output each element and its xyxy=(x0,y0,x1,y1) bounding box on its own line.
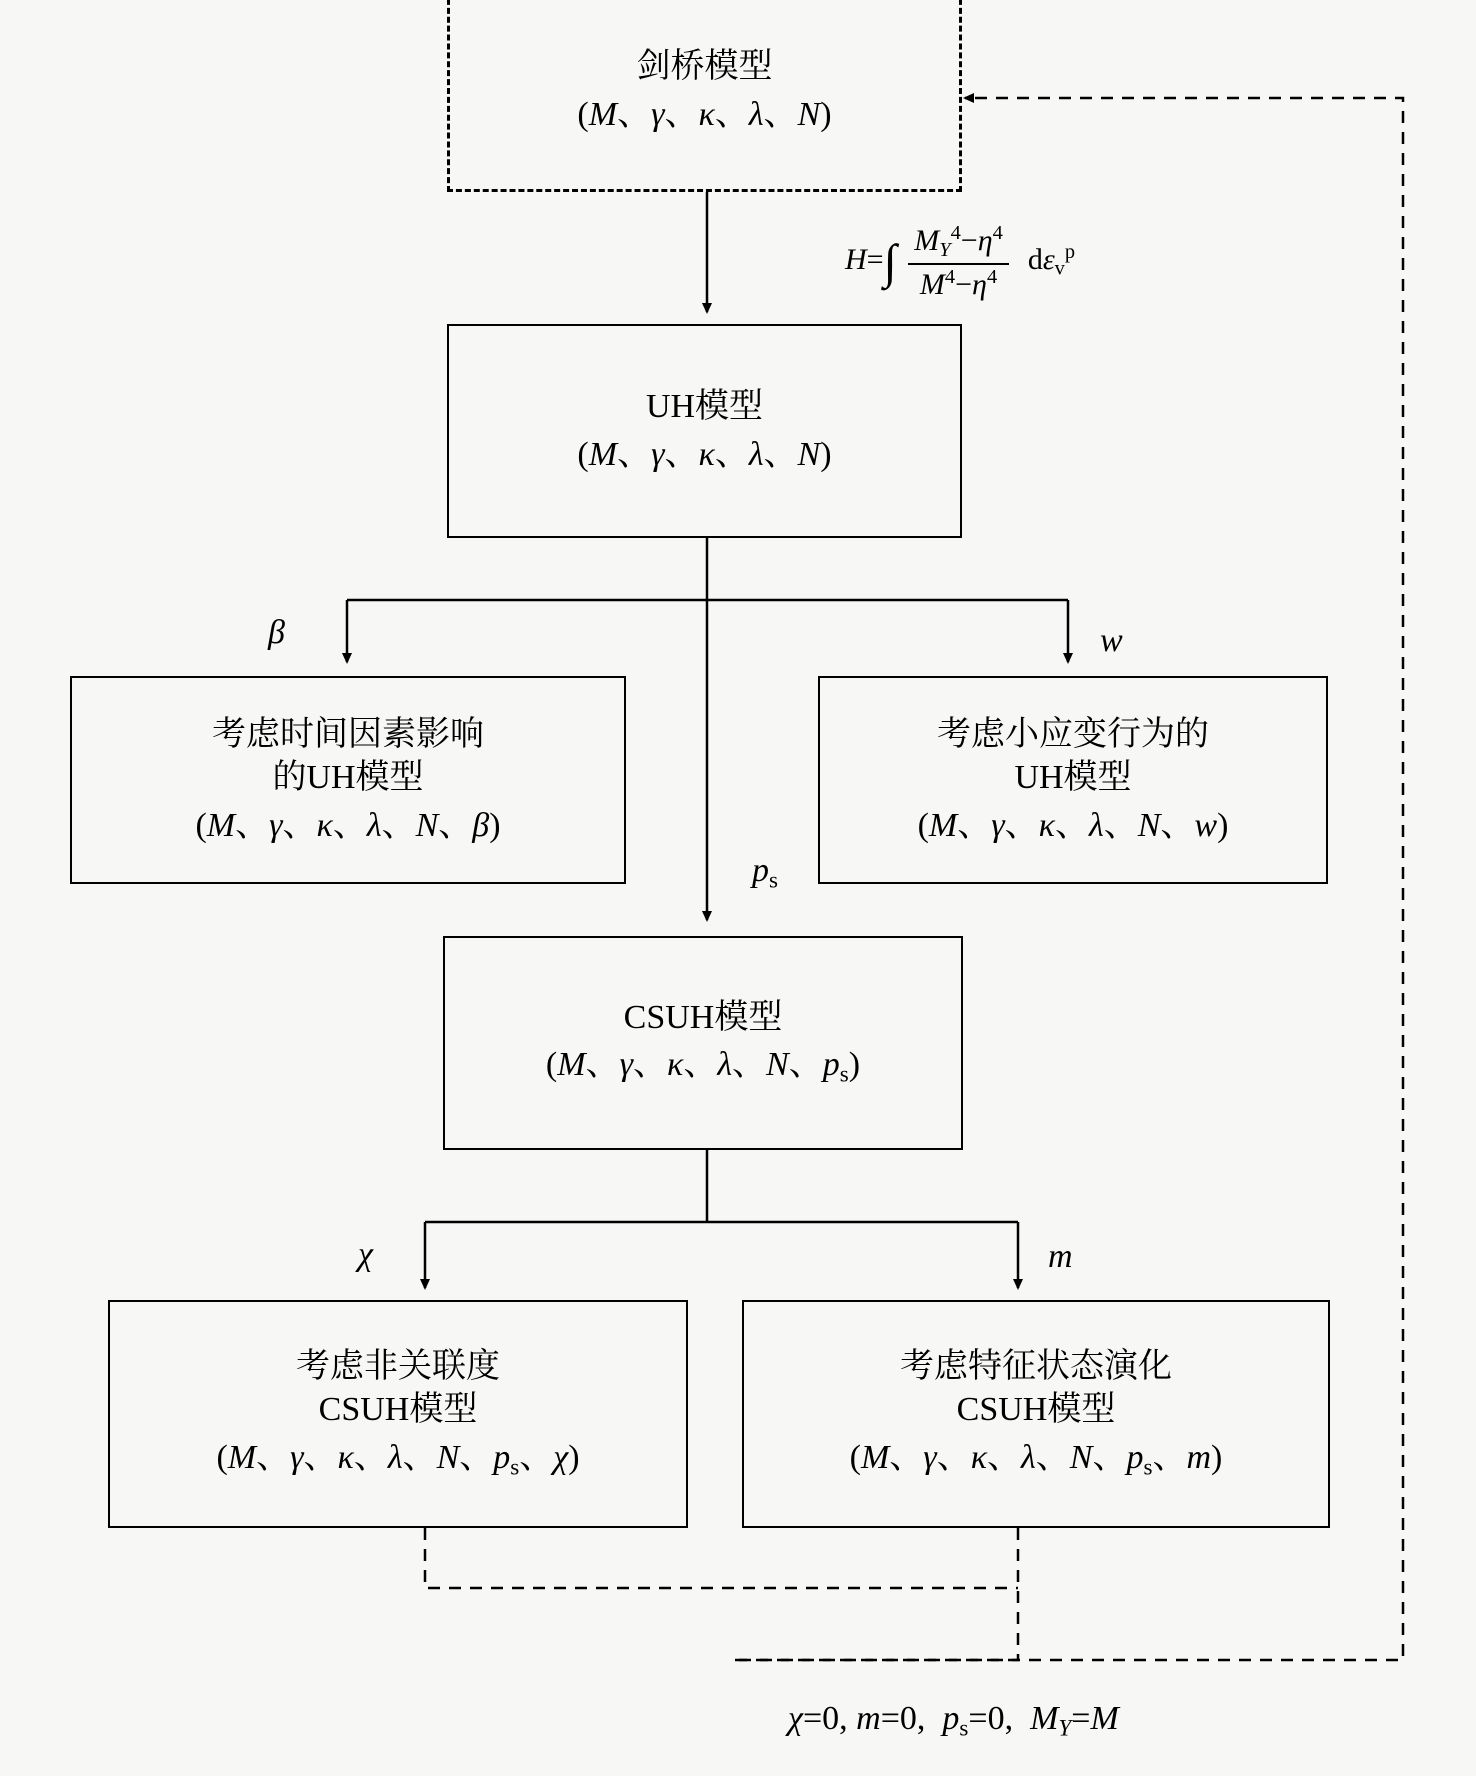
node-nonassociated-title-line2: CSUH模型 xyxy=(318,1391,478,1429)
edge-label-m: m xyxy=(1048,1238,1073,1275)
edge-label-chi: χ xyxy=(358,1236,373,1273)
node-csuh-model[interactable] xyxy=(443,936,963,1150)
node-cambridge-params: (M、γ、κ、λ、N) xyxy=(577,96,832,133)
feedback-condition-caption: χ=0, m=0, $p_s=0$, $M_Y=M$ xyxy=(788,1700,1119,1742)
node-small-strain-uh-model[interactable] xyxy=(818,676,1328,884)
node-small-strain-uh-title-line1: 考虑小应变行为的 xyxy=(937,715,1209,753)
node-time-uh-title-line1: 考虑时间因素影响 xyxy=(212,715,484,753)
node-state-evolution-params: (M、γ、κ、λ、N、$p_s$、m) xyxy=(849,1438,1223,1481)
node-uh-model[interactable] xyxy=(447,324,962,538)
node-cambridge-model[interactable] xyxy=(447,0,962,192)
node-cambridge-title: 剑桥模型 xyxy=(636,48,773,86)
edge-label-ps: $p_s$ xyxy=(752,852,778,894)
node-state-evolution-csuh-model[interactable] xyxy=(742,1300,1330,1528)
node-state-evolution-title-line2: CSUH模型 xyxy=(956,1391,1116,1429)
node-nonassociated-title-line1: 考虑非关联度 xyxy=(296,1347,500,1385)
node-state-evolution-title-line1: 考虑特征状态演化 xyxy=(900,1347,1172,1385)
node-uh-title: UH模型 xyxy=(645,388,764,426)
node-time-uh-params: (M、γ、κ、λ、N、β) xyxy=(195,806,501,844)
edge-label-beta: β xyxy=(268,614,285,651)
node-uh-params: (M、γ、κ、λ、N) xyxy=(577,436,832,473)
node-time-uh-title-line2: 的UH模型 xyxy=(272,759,424,797)
node-small-strain-uh-title-line2: UH模型 xyxy=(1014,759,1132,797)
node-time-dependent-uh-model[interactable] xyxy=(70,676,626,884)
edge-label-w: w xyxy=(1100,622,1123,659)
node-nonassociated-params: (M、γ、κ、λ、N、$p_s$、χ) xyxy=(216,1438,580,1481)
node-small-strain-uh-params: (M、γ、κ、λ、N、w) xyxy=(917,806,1229,844)
node-csuh-title: CSUH模型 xyxy=(623,998,783,1036)
node-csuh-params: (M、γ、κ、λ、N、$p_s$) xyxy=(545,1046,861,1088)
node-nonassociated-csuh-model[interactable] xyxy=(108,1300,688,1528)
hardening-formula: H=∫ $\frac{M_Y^4-\eta^4}{M^4-\eta^4}$ $d\varepsilon_v^p$ xyxy=(845,222,1076,302)
